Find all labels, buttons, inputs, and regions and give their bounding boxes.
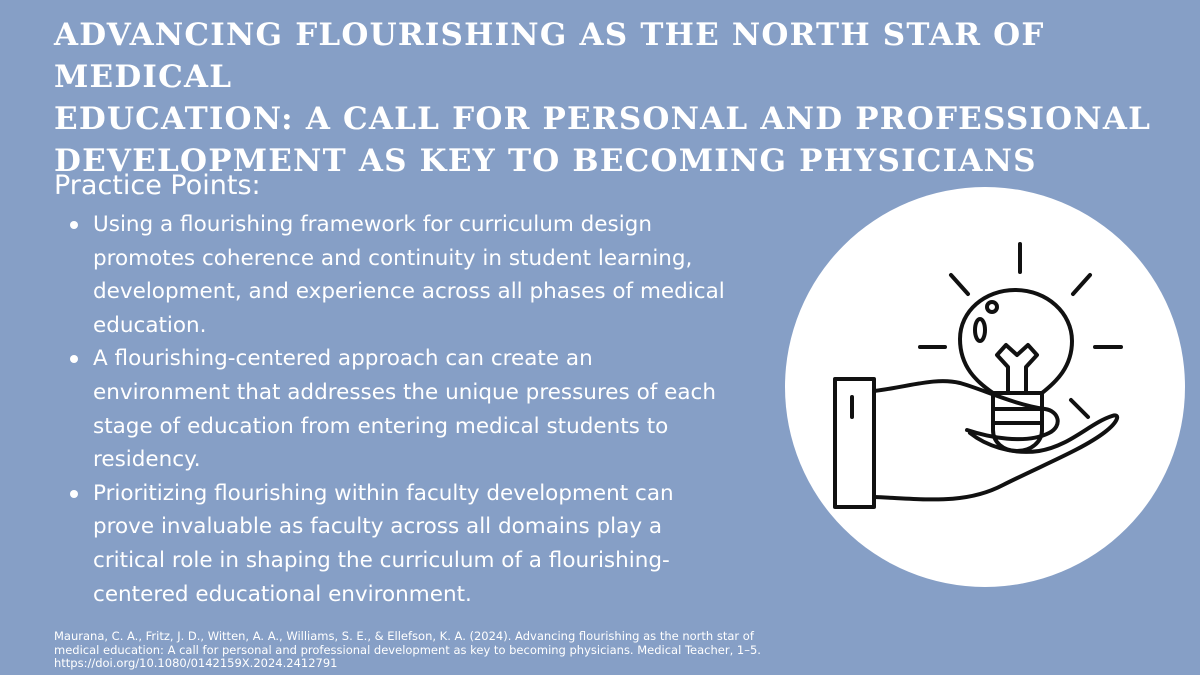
hand-holding-lightbulb-icon: [785, 187, 1185, 587]
title-line: DEVELOPMENT AS KEY TO BECOMING PHYSICIANS: [54, 143, 1037, 179]
citation-line: Maurana, C. A., Fritz, J. D., Witten, A. A., Williams, S. E., & Ellefson, K. A. (2024). Advancing flourishing as the north star of: [54, 629, 754, 643]
practice-point-line: A flourishing-centered approach can create an: [93, 346, 593, 372]
practice-points-heading: Practice Points:: [54, 170, 261, 201]
illustration-graphic: [785, 187, 1185, 587]
practice-point-line: stage of education from entering medical students to: [93, 413, 669, 439]
practice-point-line: residency.: [93, 447, 201, 473]
practice-point-line: development, and experience across all phases of medical: [93, 279, 725, 305]
poster-title: [54, 14, 1174, 182]
bullet-icon: [70, 490, 78, 498]
practice-point: [68, 208, 768, 342]
practice-points-list: [68, 208, 768, 611]
citation-line: medical education: A call for personal and professional development as key to becoming physicians. Medical Teacher, 1–5.: [54, 642, 761, 657]
citation-doi-link[interactable]: https://doi.org/10.1080/0142159X.2024.2412791: [54, 656, 338, 670]
practice-point-line: prove invaluable as faculty across all domains play a: [93, 514, 663, 540]
practice-point-line: Using a flourishing framework for curriculum design: [93, 212, 652, 237]
practice-point-line: critical role in shaping the curriculum of a flourishing-: [93, 547, 670, 573]
title-line: ADVANCING FLOURISHING AS THE NORTH STAR OF MEDICAL: [54, 17, 1045, 95]
practice-point: [68, 342, 768, 476]
citation: [54, 630, 834, 671]
practice-point: [68, 477, 768, 611]
bullet-icon: [70, 355, 78, 363]
title-line: EDUCATION: A CALL FOR PERSONAL AND PROFESSIONAL: [54, 101, 1152, 137]
practice-point-line: education.: [93, 312, 207, 338]
bullet-icon: [70, 221, 78, 229]
practice-point-line: environment that addresses the unique pressures of each: [93, 379, 716, 405]
practice-point-line: centered educational environment.: [93, 581, 472, 607]
practice-point-line: Prioritizing flourishing within faculty development can: [93, 480, 674, 506]
practice-point-line: promotes coherence and continuity in student learning,: [93, 245, 693, 271]
